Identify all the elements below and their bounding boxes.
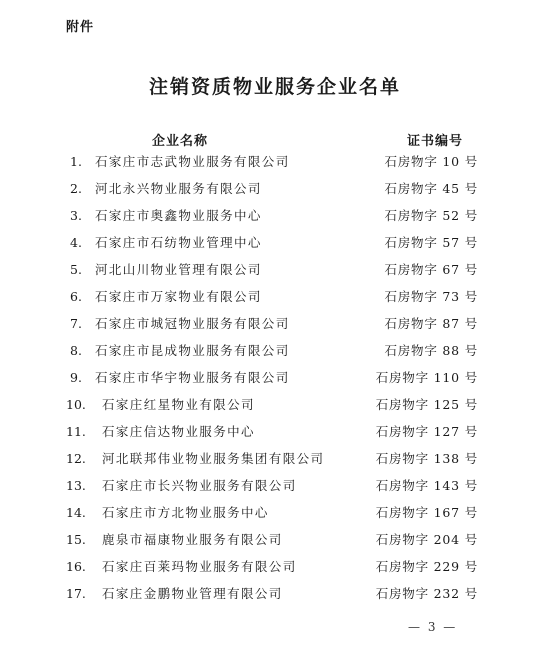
certificate-number: 石房物字 232 号	[375, 586, 478, 601]
company-name: 石家庄市奥鑫物业服务中心	[95, 208, 262, 223]
certificate-number: 石房物字 67 号	[384, 262, 478, 277]
page-number: — 3 —	[408, 620, 458, 634]
company-name: 石家庄市志武物业服务有限公司	[95, 154, 290, 169]
row-number: 9.	[70, 370, 82, 385]
company-name: 鹿泉市福康物业服务有限公司	[102, 532, 283, 547]
company-name: 石家庄市华宇物业服务有限公司	[95, 370, 290, 385]
row-number: 6.	[70, 289, 82, 304]
row-number: 17.	[66, 586, 86, 601]
list-item	[0, 499, 550, 526]
certificate-number: 石房物字 204 号	[375, 532, 478, 547]
certificate-number: 石房物字 87 号	[384, 316, 478, 331]
list-item	[0, 553, 550, 580]
company-name: 河北联邦伟业物业服务集团有限公司	[102, 451, 325, 466]
list-item	[0, 445, 550, 472]
certificate-number: 石房物字 138 号	[375, 451, 478, 466]
list-item	[0, 391, 550, 418]
row-number: 5.	[70, 262, 82, 277]
company-name: 石家庄百莱玛物业服务有限公司	[102, 559, 297, 574]
list-item	[0, 337, 550, 364]
row-number: 1.	[70, 154, 82, 169]
row-number: 2.	[70, 181, 82, 196]
list-item	[0, 175, 550, 202]
row-number: 11.	[66, 424, 86, 439]
row-number: 7.	[70, 316, 82, 331]
row-number: 14.	[66, 505, 86, 520]
certificate-number: 石房物字 45 号	[384, 181, 478, 196]
company-name: 石家庄市方北物业服务中心	[102, 505, 269, 520]
certificate-number: 石房物字 88 号	[384, 343, 478, 358]
certificate-number: 石房物字 57 号	[384, 235, 478, 250]
column-header-company-name: 企业名称	[152, 134, 209, 149]
company-name: 石家庄红星物业有限公司	[102, 397, 255, 412]
row-number: 13.	[66, 478, 86, 493]
certificate-number: 石房物字 10 号	[384, 154, 478, 169]
certificate-number: 石房物字 73 号	[384, 289, 478, 304]
list-item	[0, 526, 550, 553]
list-item	[0, 283, 550, 310]
company-name: 河北山川物业管理有限公司	[95, 262, 262, 277]
row-number: 3.	[70, 208, 82, 223]
list-item	[0, 364, 550, 391]
certificate-number: 石房物字 143 号	[375, 478, 478, 493]
row-number: 12.	[66, 451, 86, 466]
company-name: 石家庄市万家物业有限公司	[95, 289, 262, 304]
certificate-number: 石房物字 52 号	[384, 208, 478, 223]
list-item	[0, 310, 550, 337]
certificate-number: 石房物字 127 号	[375, 424, 478, 439]
company-name: 石家庄金鹏物业管理有限公司	[102, 586, 283, 601]
attachment-label: 附件	[66, 20, 95, 35]
list-item	[0, 256, 550, 283]
company-name: 河北永兴物业服务有限公司	[95, 181, 262, 196]
row-number: 16.	[66, 559, 86, 574]
company-name: 石家庄市石纺物业管理中心	[95, 235, 262, 250]
company-list	[0, 148, 550, 607]
company-name: 石家庄市长兴物业服务有限公司	[102, 478, 297, 493]
list-item	[0, 418, 550, 445]
certificate-number: 石房物字 110 号	[375, 370, 478, 385]
row-number: 10.	[66, 397, 86, 412]
column-header-certificate-number: 证书编号	[407, 134, 464, 149]
list-item	[0, 148, 550, 175]
list-item	[0, 580, 550, 607]
company-name: 石家庄市昆成物业服务有限公司	[95, 343, 290, 358]
list-item	[0, 472, 550, 499]
certificate-number: 石房物字 125 号	[375, 397, 478, 412]
company-name: 石家庄市城冠物业服务有限公司	[95, 316, 290, 331]
row-number: 15.	[66, 532, 86, 547]
document-title: 注销资质物业服务企业名单	[148, 76, 401, 98]
list-item	[0, 229, 550, 256]
row-number: 4.	[70, 235, 82, 250]
company-name: 石家庄信达物业服务中心	[102, 424, 255, 439]
list-item	[0, 202, 550, 229]
certificate-number: 石房物字 167 号	[375, 505, 478, 520]
row-number: 8.	[70, 343, 82, 358]
certificate-number: 石房物字 229 号	[375, 559, 478, 574]
